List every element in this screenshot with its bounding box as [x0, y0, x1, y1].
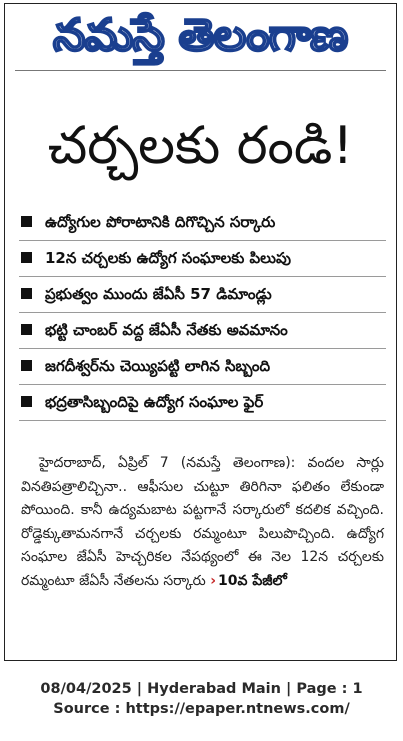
bullet-text: ఉద్యోగుల పోరాటానికి దిగొచ్చిన సర్కారు — [45, 213, 276, 231]
headline: చర్చలకు రండి! — [47, 116, 354, 176]
bullet-item — [19, 205, 386, 241]
bullet-text: భట్టి చాంబర్ వద్ద జేఏసీ నేతకు అవమానం — [45, 321, 288, 339]
bullet-item — [19, 349, 386, 385]
bullet-square-icon — [21, 288, 32, 299]
article-body — [21, 452, 384, 593]
page-jump[interactable] — [210, 573, 287, 589]
article-body-text: హైదరాబాద్, ఏప్రిల్ 7 (నమస్తే తెలంగాణ): వందల సార్లు వినతిపత్రాలిచ్చినా.. ఆఫీసుల చుట్టూ తిరిగినా ఫలితం లేకుండా పోయింది. కానీ ఉద్యమబాట పట్టగానే సర్కారులో కదలిక వచ్చింది. రోడ్డెక్కుతామనగానే చర్చలకు రమ్మంటూ పిలుపొచ్చింది. ఉద్యోగ సంఘాల జేఏసీ హెచ్చరికల నేపథ్యంలో ఈ నెల 12న చర్చలకు రమ్మంటూ జేఏసీ నేతలను సర్కారు — [21, 455, 384, 589]
masthead-divider — [15, 70, 386, 71]
bullet-text: 12న చర్చలకు ఉద్యోగ సంఘాలకు పిలుపు — [45, 249, 291, 267]
bullet-item — [19, 313, 386, 349]
jump-arrow-icon: › — [210, 572, 217, 589]
bullet-list — [19, 205, 386, 421]
bullet-text: భద్రతాసిబ్బందిపై ఉద్యోగ సంఘాల ఫైర్ — [45, 393, 264, 411]
bullet-item — [19, 241, 386, 277]
masthead-logo-text: నమస్తే తెలంగాణ — [53, 10, 348, 61]
source-footer — [0, 679, 403, 719]
bullet-item — [19, 385, 386, 421]
jump-text: 10వ పేజీలో — [218, 572, 287, 589]
masthead — [5, 4, 396, 70]
bullet-square-icon — [21, 324, 32, 335]
bullet-square-icon — [21, 360, 32, 371]
news-clipping — [4, 3, 397, 661]
footer-edition-line: 08/04/2025 | Hyderabad Main | Page : 1 — [40, 681, 363, 697]
bullet-square-icon — [21, 216, 32, 227]
bullet-square-icon — [21, 252, 32, 263]
footer-source-line[interactable]: Source : https://epaper.ntnews.com/ — [53, 701, 350, 717]
bullet-square-icon — [21, 396, 32, 407]
bullet-text: ప్రభుత్వం ముందు జేఏసీ 57 డిమాండ్లు — [45, 285, 272, 303]
bullet-text: జగదీశ్వర్‌ను చెయ్యిపట్టి లాగిన సిబ్బంది — [45, 357, 271, 375]
bullet-item — [19, 277, 386, 313]
